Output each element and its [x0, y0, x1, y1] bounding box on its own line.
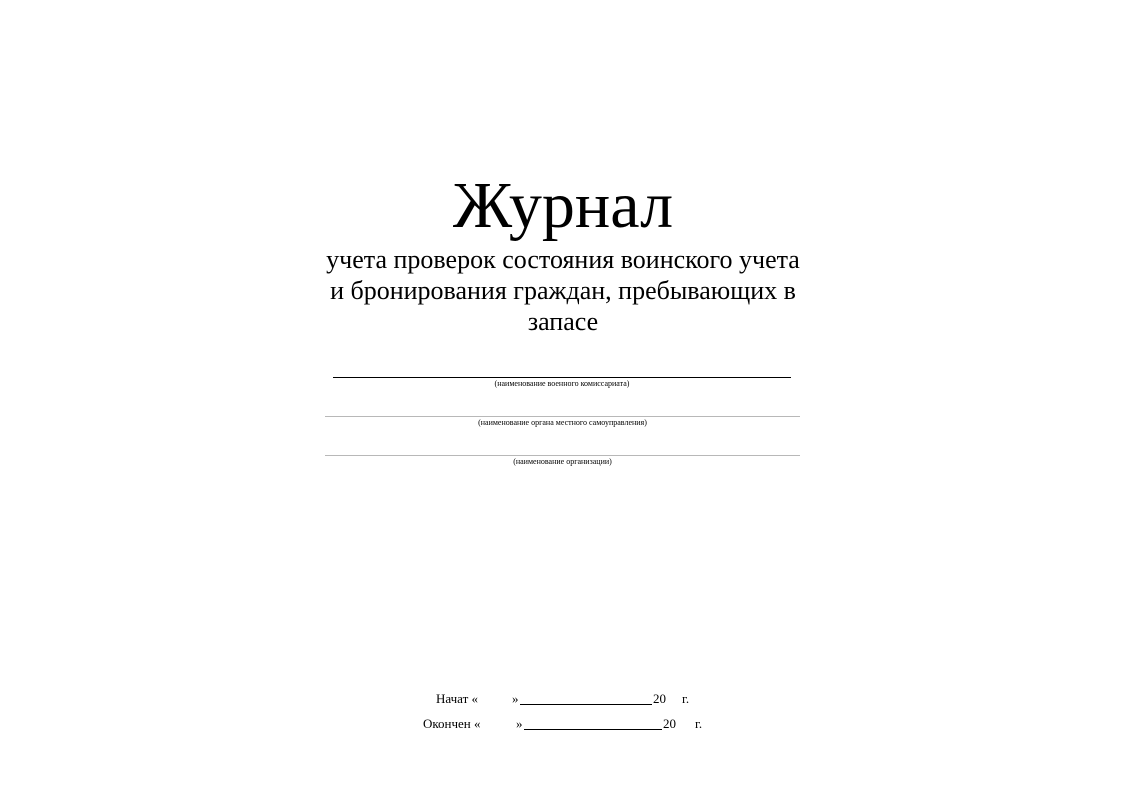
- field-caption: (наименование организации): [513, 457, 612, 466]
- document-title: Журнал: [452, 169, 674, 242]
- military-commissariat-field[interactable]: [333, 377, 791, 389]
- start-year-suffix: г.: [682, 691, 690, 706]
- fill-in-line: [325, 455, 800, 456]
- start-year-prefix: 20: [653, 691, 666, 706]
- field-caption: (наименование военного комиссариата): [494, 379, 630, 388]
- end-date-close-quote: »: [516, 716, 523, 731]
- start-date-label: Начат «: [436, 691, 479, 706]
- start-date-blank[interactable]: [520, 691, 652, 705]
- document-subtitle: [0, 244, 1126, 337]
- fill-in-line: [325, 416, 800, 417]
- end-year-suffix: г.: [695, 716, 703, 731]
- local-government-field[interactable]: [325, 416, 800, 428]
- end-date-blank[interactable]: [524, 716, 662, 730]
- field-caption: (наименование органа местного самоуправления): [478, 418, 647, 427]
- subtitle-line: запасе: [527, 307, 599, 336]
- fill-in-line: [333, 377, 791, 378]
- end-year-prefix: 20: [663, 716, 676, 731]
- organization-field[interactable]: [325, 455, 800, 467]
- end-date-label: Окончен «: [423, 716, 481, 731]
- subtitle-line: учета проверок состояния воинского учета: [326, 245, 800, 274]
- subtitle-line: и бронирования граждан, пребывающих в: [330, 276, 796, 305]
- start-date-close-quote: »: [512, 691, 519, 706]
